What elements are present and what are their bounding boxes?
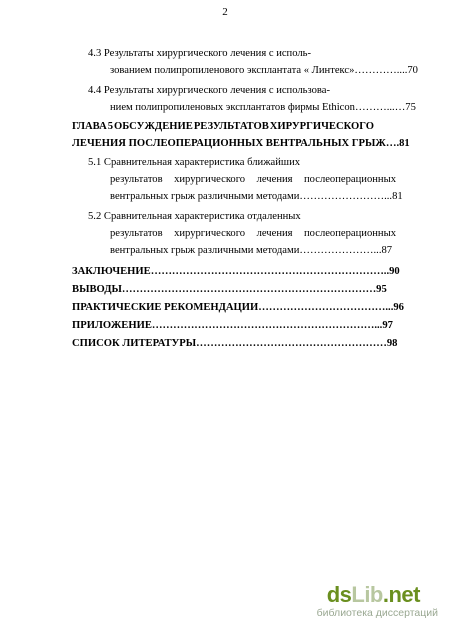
entry-5-1-word-3: лечения	[256, 174, 293, 185]
entry-5-1-word-1: результатов	[110, 174, 163, 185]
entry-5-2-word-1: результатов	[110, 228, 163, 239]
toc-chapter-5-line1	[72, 120, 374, 133]
watermark-tagline: библиотека диссертаций	[316, 607, 438, 619]
toc-entry-5-2-line1: 5.2 Сравнительная характеристика отдаленных	[88, 211, 301, 222]
toc-entry-4-3-line1: 4.3 Результаты хирургического лечения с исполь-	[88, 48, 312, 59]
chapter-5-word-5: ХИРУРГИЧЕСКОГО	[269, 121, 374, 132]
watermark	[306, 583, 438, 623]
toc-entry-5-1-line1: 5.1 Сравнительная характеристика ближайших	[88, 157, 301, 168]
watermark-logo-net: .net	[382, 582, 420, 607]
toc-entry-4-4-line2: нием полипропиленовых эксплантатов фирмы Ethicon………...…75	[110, 102, 416, 113]
watermark-logo-ds: ds	[326, 582, 352, 607]
toc-conclusion: ЗАКЛЮЧЕНИЕ…………………………………………………………..90	[72, 266, 400, 277]
chapter-5-word-3: ОБСУЖДЕНИЕ	[114, 121, 193, 132]
chapter-5-word-4: РЕЗУЛЬТАТОВ	[193, 121, 269, 132]
toc-entry-5-1-line2	[110, 173, 396, 186]
entry-5-1-word-2: хирургического	[174, 174, 246, 185]
watermark-logo	[327, 583, 420, 607]
toc-entry-5-2-line3: вентральных грыж различными методами…………………...87	[110, 245, 393, 256]
entry-5-2-word-4: послеоперационных	[304, 228, 396, 239]
toc-chapter-5-line2: ЛЕЧЕНИЯ ПОСЛЕОПЕРАЦИОННЫХ ВЕНТРАЛЬНЫХ ГРЫЖ….81	[72, 138, 410, 149]
watermark-logo-lib: Lib	[351, 582, 383, 607]
toc-appendix: ПРИЛОЖЕНИЕ………………………………………………………...97	[72, 320, 393, 331]
toc-entry-4-4-line1: 4.4 Результаты хирургического лечения с использова-	[88, 85, 331, 96]
toc-references: СПИСОК ЛИТЕРАТУРЫ………………………………………………98	[72, 338, 398, 349]
entry-5-1-word-4: послеоперационных	[304, 174, 396, 185]
entry-5-2-word-3: лечения	[256, 228, 293, 239]
page-number: 2	[222, 6, 228, 18]
toc-findings: ВЫВОДЫ………………………………………………………………95	[72, 284, 387, 295]
chapter-5-word-1: ГЛАВА	[72, 121, 107, 132]
toc-recommendations: ПРАКТИЧЕСКИЕ РЕКОМЕНДАЦИИ………………………………...96	[72, 302, 404, 313]
toc-entry-5-2-line2	[110, 227, 396, 240]
entry-5-2-word-2: хирургического	[174, 228, 246, 239]
chapter-5-word-2: 5	[107, 121, 114, 132]
toc-entry-4-3-line2: зованием полипропиленового эксплантата « Линтекс»…………....70	[110, 65, 418, 76]
toc-entry-5-1-line3: вентральных грыж различными методами……………………...81	[110, 191, 403, 202]
